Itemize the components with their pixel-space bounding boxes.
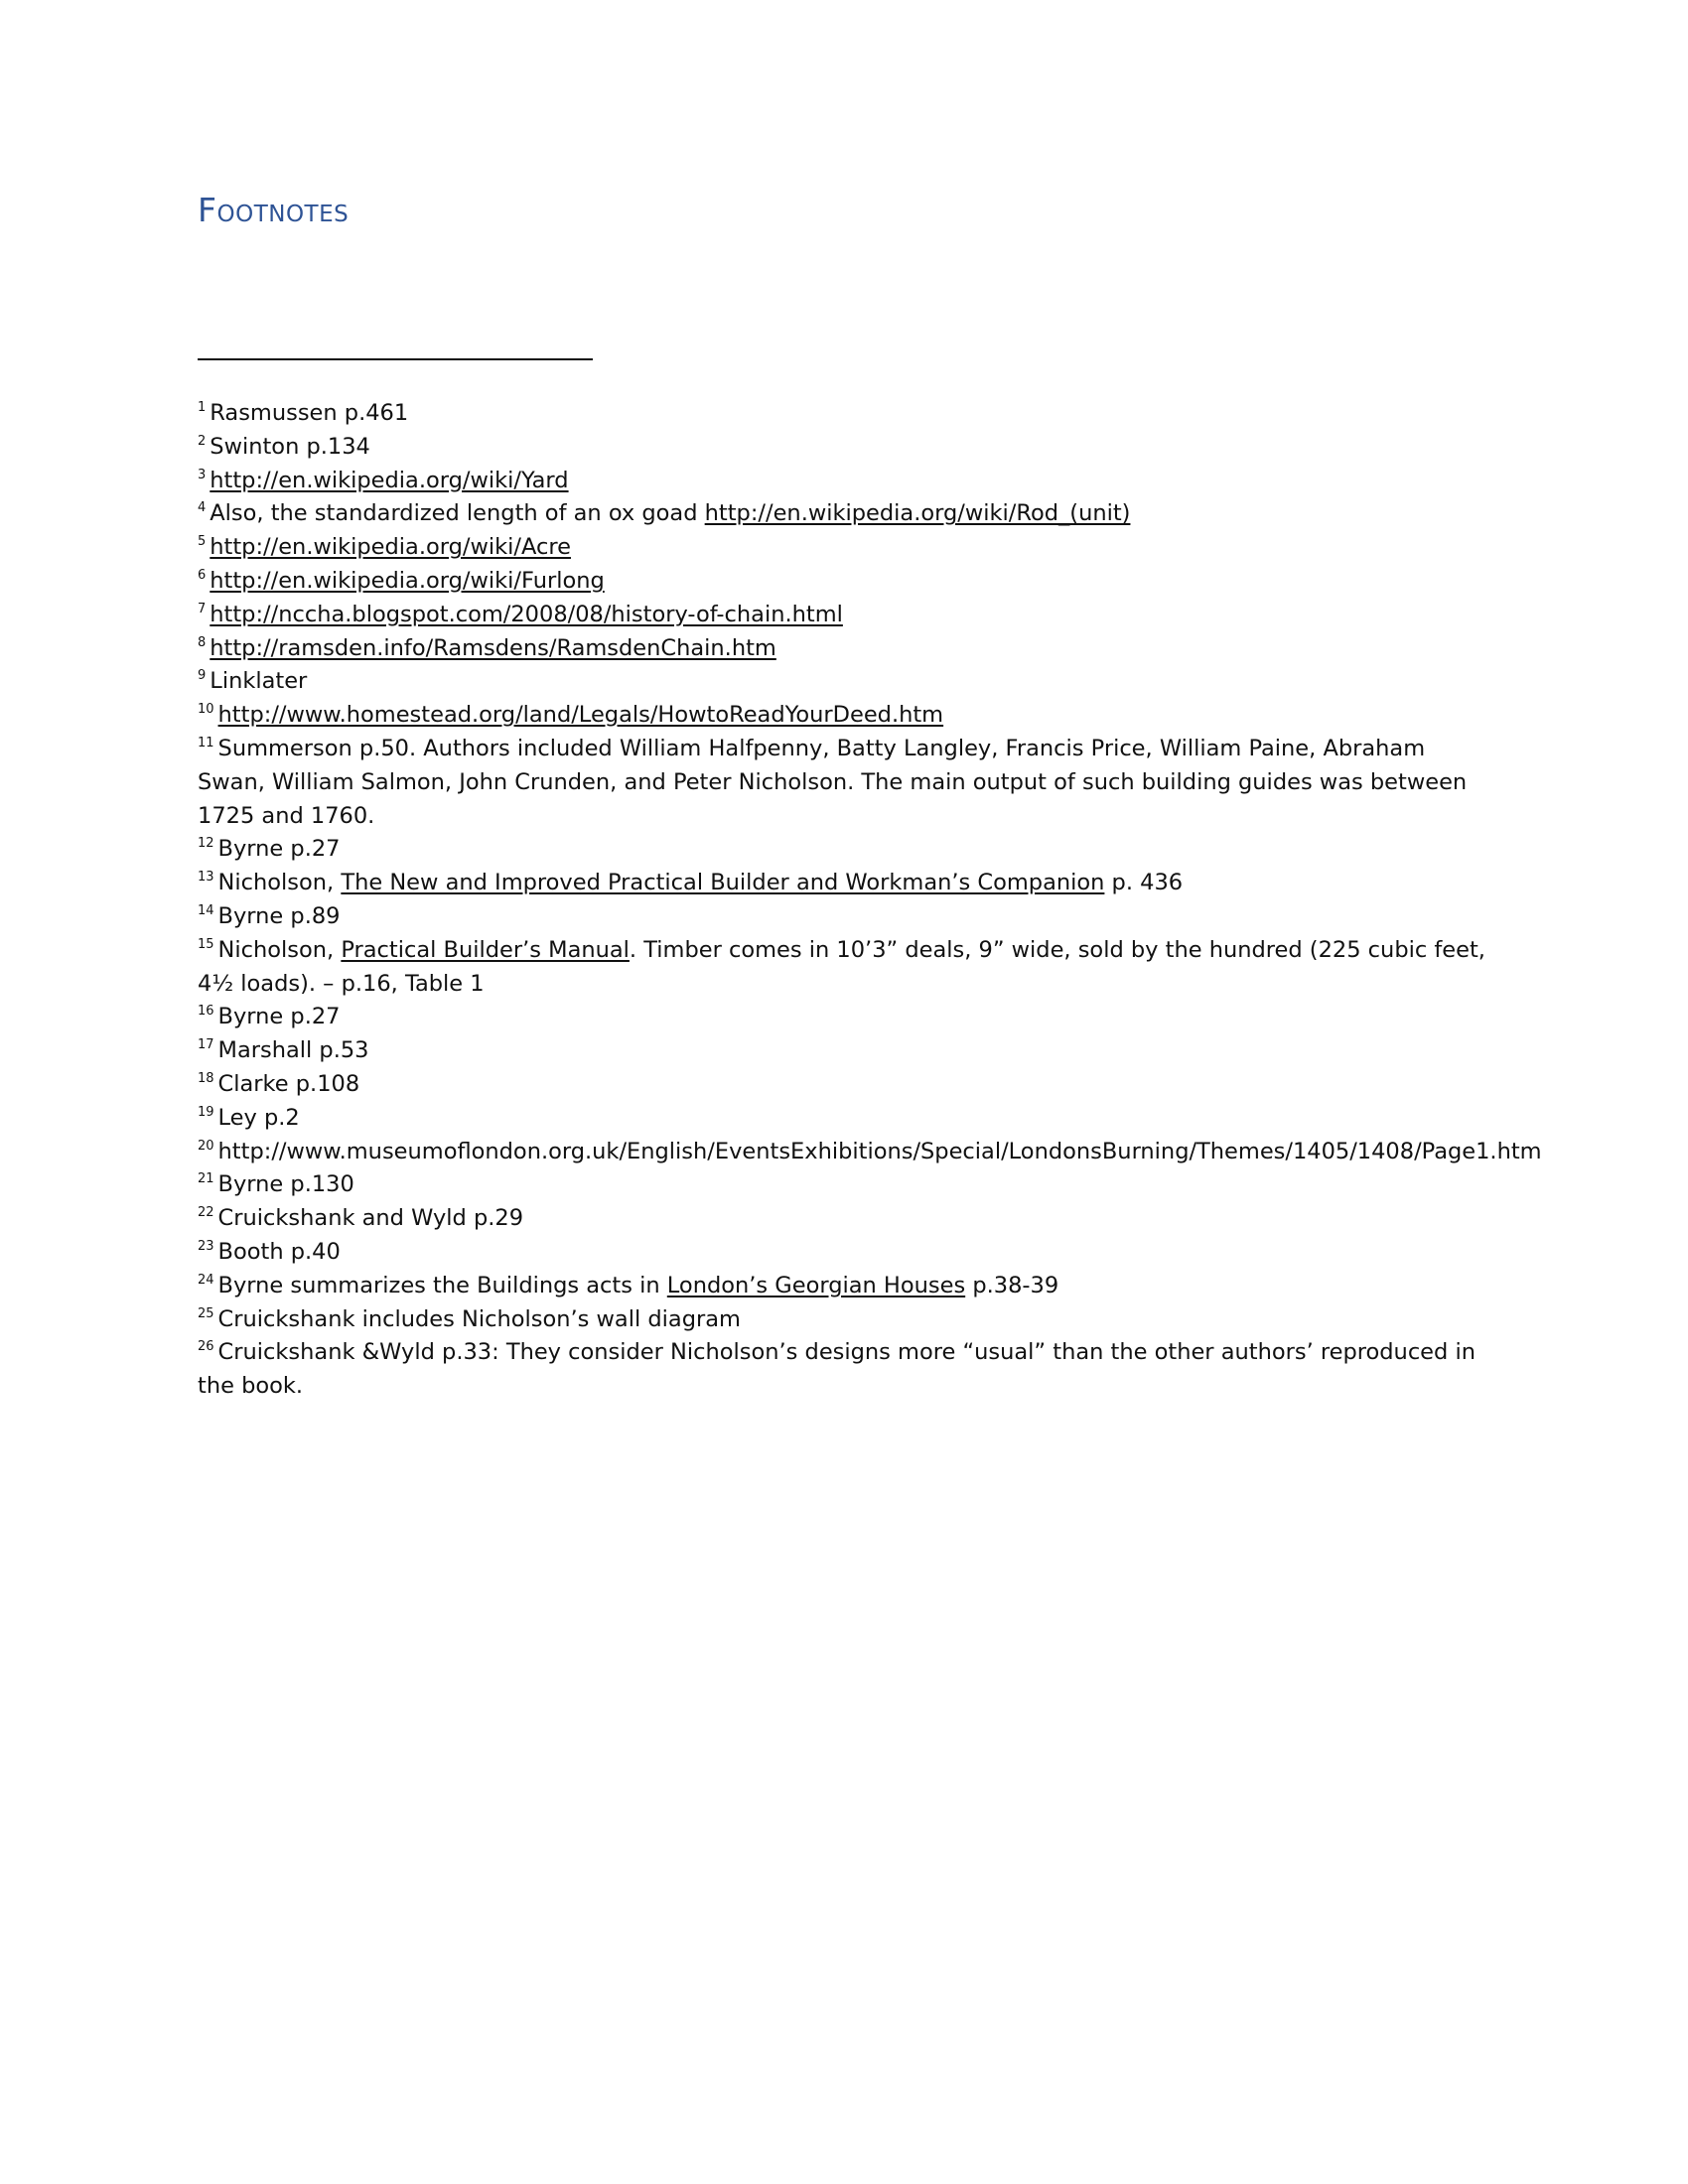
footnote-number: 20 bbox=[198, 1138, 214, 1154]
section-heading: Footnotes bbox=[198, 191, 350, 229]
footnote-number: 19 bbox=[198, 1104, 214, 1120]
footnote-text: Rasmussen p.461 bbox=[210, 400, 409, 426]
footnote-item bbox=[198, 900, 1488, 934]
footnote-text: Nicholson, bbox=[217, 936, 342, 963]
footnote-list bbox=[198, 397, 1542, 1404]
footnote-item bbox=[198, 1270, 1488, 1303]
footnote-link[interactable]: http://en.wikipedia.org/wiki/Furlong bbox=[210, 567, 605, 594]
footnote-number: 7 bbox=[198, 601, 207, 616]
footnote-link[interactable]: http://en.wikipedia.org/wiki/Yard bbox=[210, 467, 569, 493]
footnote-text-after: p. 436 bbox=[1104, 870, 1184, 896]
footnote-number: 25 bbox=[198, 1305, 214, 1321]
footnote-item bbox=[198, 833, 1488, 867]
footnote-number: 15 bbox=[198, 936, 214, 952]
footnote-item bbox=[198, 1336, 1488, 1404]
footnote-number: 14 bbox=[198, 902, 214, 918]
footnote-item bbox=[198, 1236, 1488, 1270]
footnote-item bbox=[198, 531, 1488, 565]
footnote-item bbox=[198, 699, 1488, 733]
footnote-item bbox=[198, 397, 1488, 431]
footnote-text-after: p.38-39 bbox=[965, 1272, 1059, 1298]
footnote-link[interactable]: http://nccha.blogspot.com/2008/08/history-of-chain.html bbox=[210, 601, 843, 627]
footnote-item bbox=[198, 632, 1488, 666]
footnote-text: Cruickshank &Wyld p.33: They consider Nicholson’s designs more “usual” than the other authors’ reproduced in the book. bbox=[198, 1339, 1476, 1400]
footnote-text: http://www.museumoflondon.org.uk/English/EventsExhibitions/Special/LondonsBurning/Themes/1405/1408/Page1.htm bbox=[217, 1138, 1542, 1164]
footnote-text: Byrne p.130 bbox=[217, 1171, 354, 1198]
footnote-item bbox=[198, 599, 1488, 632]
footnote-item bbox=[198, 867, 1488, 900]
footnote-number: 8 bbox=[198, 634, 207, 650]
footnote-text: Cruickshank and Wyld p.29 bbox=[217, 1205, 524, 1232]
footnote-number: 4 bbox=[198, 500, 207, 516]
footnote-item bbox=[198, 1102, 1488, 1136]
footnote-link[interactable]: http://www.homestead.org/land/Legals/HowtoReadYourDeed.htm bbox=[217, 702, 944, 729]
footnote-item bbox=[198, 1136, 1542, 1169]
footnote-number: 6 bbox=[198, 567, 207, 583]
footnote-number: 11 bbox=[198, 735, 214, 751]
footnote-book-title: The New and Improved Practical Builder and Workman’s Companion bbox=[341, 870, 1105, 896]
footnote-item bbox=[198, 497, 1488, 531]
footnote-number: 22 bbox=[198, 1205, 214, 1221]
footnote-number: 12 bbox=[198, 836, 214, 852]
footnote-number: 26 bbox=[198, 1339, 214, 1355]
footnote-item bbox=[198, 934, 1488, 1002]
footnote-link[interactable]: http://en.wikipedia.org/wiki/Acre bbox=[210, 534, 571, 561]
footnote-link[interactable]: http://en.wikipedia.org/wiki/Rod_(unit) bbox=[704, 500, 1131, 527]
footnote-text: Cruickshank includes Nicholson’s wall diagram bbox=[217, 1305, 741, 1332]
footnote-item bbox=[198, 1001, 1488, 1034]
footnote-book-title: London’s Georgian Houses bbox=[666, 1272, 966, 1298]
footnote-text: Ley p.2 bbox=[217, 1104, 300, 1131]
footnote-text-after: . Timber comes in 10’3” deals, 9” wide, sold by the hundred (225 cubic feet, 4½ loads). – p.16, Table 1 bbox=[198, 936, 1485, 997]
footnote-item bbox=[198, 565, 1488, 599]
footnote-text: Summerson p.50. Authors included William Halfpenny, Batty Langley, Francis Price, William Paine, Abraham Swan, William Salmon, John Crunden, and Peter Nicholson. The main output of such building guides was between 1725 and 1760. bbox=[198, 735, 1468, 829]
footnote-item bbox=[198, 1202, 1488, 1236]
footnote-text: Byrne p.89 bbox=[217, 902, 341, 929]
footnote-separator bbox=[198, 358, 593, 360]
footnote-book-title: Practical Builder’s Manual bbox=[341, 936, 630, 963]
footnote-item bbox=[198, 1068, 1488, 1102]
footnote-text: Marshall p.53 bbox=[217, 1037, 369, 1064]
footnote-text: Byrne p.27 bbox=[217, 1004, 341, 1030]
footnote-item bbox=[198, 665, 1488, 699]
footnote-number: 2 bbox=[198, 433, 207, 449]
footnote-link[interactable]: http://ramsden.info/Ramsdens/RamsdenChain.htm bbox=[210, 634, 776, 661]
footnote-number: 23 bbox=[198, 1238, 214, 1254]
footnote-text: Clarke p.108 bbox=[217, 1070, 360, 1097]
footnote-number: 9 bbox=[198, 668, 207, 684]
footnote-number: 18 bbox=[198, 1070, 214, 1086]
footnote-item bbox=[198, 733, 1488, 833]
footnote-number: 13 bbox=[198, 870, 214, 886]
footnote-text: Also, the standardized length of an ox goad bbox=[210, 500, 705, 527]
footnote-item bbox=[198, 1303, 1488, 1337]
footnote-number: 1 bbox=[198, 400, 207, 415]
footnote-item bbox=[198, 431, 1488, 465]
footnote-text: Booth p.40 bbox=[217, 1238, 341, 1265]
footnote-text: Swinton p.134 bbox=[210, 433, 370, 460]
footnote-text: Linklater bbox=[210, 668, 308, 695]
footnote-item bbox=[198, 1168, 1488, 1202]
footnote-text: Byrne summarizes the Buildings acts in bbox=[217, 1272, 667, 1298]
footnote-number: 21 bbox=[198, 1171, 214, 1187]
footnote-number: 24 bbox=[198, 1272, 214, 1288]
footnote-number: 3 bbox=[198, 467, 207, 482]
footnote-text: Byrne p.27 bbox=[217, 836, 341, 863]
footnote-number: 10 bbox=[198, 702, 214, 718]
footnote-item bbox=[198, 1034, 1488, 1068]
footnote-number: 16 bbox=[198, 1004, 214, 1020]
footnote-text: Nicholson, bbox=[217, 870, 342, 896]
footnote-item bbox=[198, 465, 1488, 498]
footnote-number: 5 bbox=[198, 534, 207, 550]
footnote-number: 17 bbox=[198, 1037, 214, 1053]
